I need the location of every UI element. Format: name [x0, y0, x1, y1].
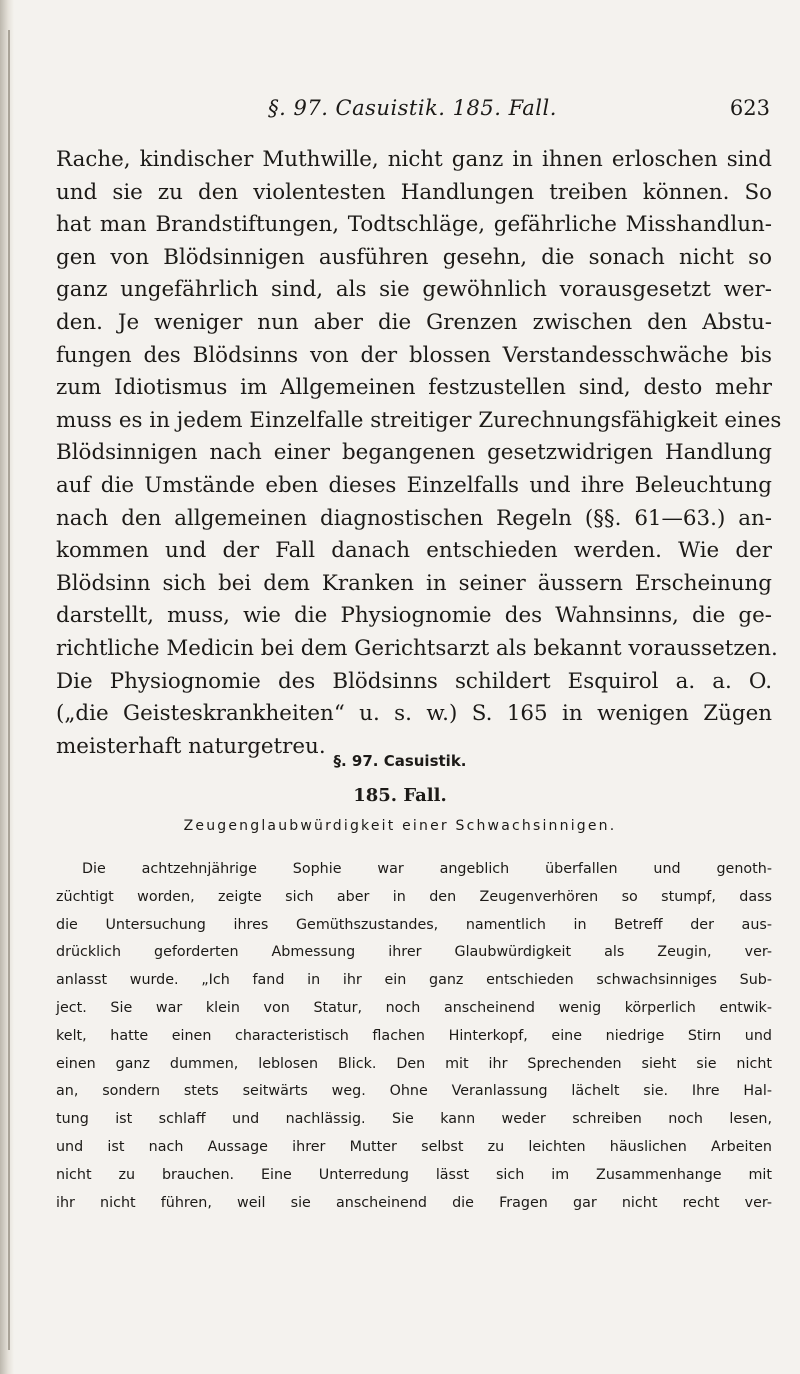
case-text-line: züchtigt worden, zeigte sich aber in den Zeugenverhören so stumpf, dass: [56, 888, 772, 905]
text-line: darstellt, muss, wie die Physiognomie des Wahnsinns, die ge-: [56, 603, 772, 629]
text-line: Blödsinnigen nach einer begangenen gesetzwidrigen Handlung: [56, 440, 772, 466]
case-text-block: [56, 856, 772, 1217]
text-line: Blödsinn sich bei dem Kranken in seiner äussern Erscheinung: [56, 570, 772, 596]
text-line: Die Physiognomie des Blödsinns schildert Esquirol a. a. O.: [56, 668, 772, 694]
text-line: zum Idiotismus im Allgemeinen festzustellen sind, desto mehr: [56, 375, 772, 401]
section-heading: §. 97. Casuistik.: [333, 752, 467, 770]
case-text-line: tung ist schlaff und nachlässig. Sie kann weder schreiben noch lesen,: [56, 1111, 772, 1128]
case-text-line: nicht zu brauchen. Eine Unterredung lässt sich im Zusammenhange mit: [56, 1166, 772, 1183]
main-text-block: [56, 144, 782, 763]
text-line: fungen des Blödsinns von der blossen Verstandesschwäche bis: [56, 342, 772, 368]
case-text-line: die Untersuchung ihres Gemüthszustandes, namentlich in Betreff der aus-: [56, 916, 772, 933]
page-number: 623: [729, 96, 770, 120]
case-text-line: einen ganz dummen, leblosen Blick. Den mit ihr Sprechenden sieht sie nicht: [56, 1055, 772, 1072]
case-text-line: ihr nicht führen, weil sie anscheinend die Fragen gar nicht recht ver-: [56, 1194, 772, 1211]
case-text-line: ject. Sie war klein von Statur, noch anscheinend wenig körperlich entwik-: [56, 999, 772, 1016]
page-gutter-shadow: [0, 0, 14, 1374]
text-line: ganz ungefährlich sind, als sie gewöhnlich vorausgesetzt wer-: [56, 277, 772, 303]
text-line: muss es in jedem Einzelfalle streitiger Zurechnungsfähigkeit eines: [56, 407, 782, 433]
case-title: Zeugenglaubwürdigkeit einer Schwachsinnigen.: [183, 818, 617, 834]
text-line: hat man Brandstiftungen, Todtschläge, gefährliche Misshandlun-: [56, 212, 772, 238]
case-text-line: drücklich geforderten Abmessung ihrer Glaubwürdigkeit als Zeugin, ver-: [56, 944, 772, 961]
text-line: gen von Blödsinnigen ausführen gesehn, die sonach nicht so: [56, 244, 772, 270]
case-text-line: anlasst wurde. „Ich fand in ihr ein ganz entschieden schwachsinniges Sub-: [56, 972, 772, 989]
case-text-line: Die achtzehnjährige Sophie war angeblich überfallen und genoth-: [82, 861, 772, 877]
case-text-line: kelt, hatte einen characteristisch flachen Hinterkopf, eine niedrige Stirn und: [56, 1027, 772, 1044]
binding-edge: [8, 30, 10, 1350]
text-line: den. Je weniger nun aber die Grenzen zwischen den Abstu-: [56, 309, 772, 335]
case-text-line: und ist nach Aussage ihrer Mutter selbst zu leichten häuslichen Arbeiten: [56, 1138, 772, 1155]
text-line: und sie zu den violentesten Handlungen treiben können. So: [56, 179, 772, 205]
text-line: („die Geisteskrankheiten“ u. s. w.) S. 165 in wenigen Zügen: [56, 701, 772, 727]
case-text-line: an, sondern stets seitwärts weg. Ohne Veranlassung lächelt sie. Ihre Hal-: [56, 1083, 772, 1100]
running-header: [55, 96, 770, 126]
case-number-heading: 185. Fall.: [353, 785, 447, 806]
text-line: richtliche Medicin bei dem Gerichtsarzt als bekannt voraussetzen.: [56, 635, 778, 661]
text-line: meisterhaft naturgetreu.: [56, 733, 326, 759]
text-line: nach den allgemeinen diagnostischen Regeln (§§. 61—63.) an-: [56, 505, 772, 531]
running-title: §. 97. Casuistik. 185. Fall.: [268, 96, 557, 120]
text-line: Rache, kindischer Muthwille, nicht ganz in ihnen erloschen sind: [56, 147, 772, 172]
text-line: kommen und der Fall danach entschieden werden. Wie der: [56, 538, 772, 564]
text-line: auf die Umstände eben dieses Einzelfalls und ihre Beleuchtung: [56, 472, 772, 498]
